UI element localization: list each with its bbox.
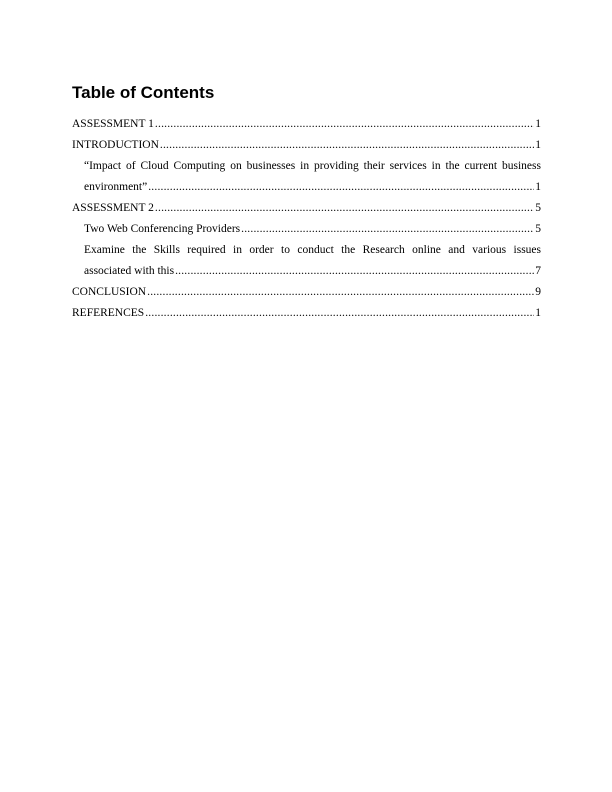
toc-page-number: 9 [535,286,541,298]
toc-entry-label-line1: “Impact of Cloud Computing on businesses in providing their services in the current business [84,160,541,172]
toc-entry-assessment-1[interactable] [72,114,541,135]
toc-leader-dots [155,114,534,135]
toc-page-number: 1 [535,118,541,130]
toc-page-number: 5 [535,202,541,214]
toc-entry-label: ASSESSMENT 1 [72,118,154,130]
toc-leader-dots [155,198,534,219]
toc-entry-assessment-2[interactable] [72,198,541,219]
toc-page-number: 7 [535,265,541,277]
toc-leader-dots [148,177,534,198]
toc-entry-label-line2: environment” [84,181,148,193]
toc-entry-label: Two Web Conferencing Providers [84,223,241,235]
toc-page-number: 1 [535,139,541,151]
toc-leader-dots [160,135,534,156]
toc-entry-conclusion[interactable] [72,282,541,303]
toc-entry-label-line2: associated with this [84,265,175,277]
toc-entry-label: CONCLUSION [72,286,147,298]
toc-title: Table of Contents [72,83,215,102]
toc-entry-label: ASSESSMENT 2 [72,202,154,214]
toc-leader-dots [145,303,534,324]
toc-entry-references[interactable] [72,303,541,324]
toc-entry-introduction[interactable] [72,135,541,156]
toc-entry-impact-of-cloud-computing[interactable] [72,156,541,198]
toc-entry-label: REFERENCES [72,307,145,319]
toc-entry-examine-the-skills[interactable] [72,240,541,282]
toc-entry-two-web-conferencing-providers[interactable] [72,219,541,240]
toc-page-number: 1 [535,181,541,193]
toc-page-number: 1 [535,307,541,319]
toc-leader-dots [241,219,534,240]
toc-leader-dots [147,282,534,303]
toc-leader-dots [175,261,534,282]
toc-list [72,114,541,324]
toc-entry-label-line1: Examine the Skills required in order to conduct the Research online and various issues [84,244,541,256]
toc-entry-label: INTRODUCTION [72,139,159,151]
toc-page-number: 5 [535,223,541,235]
